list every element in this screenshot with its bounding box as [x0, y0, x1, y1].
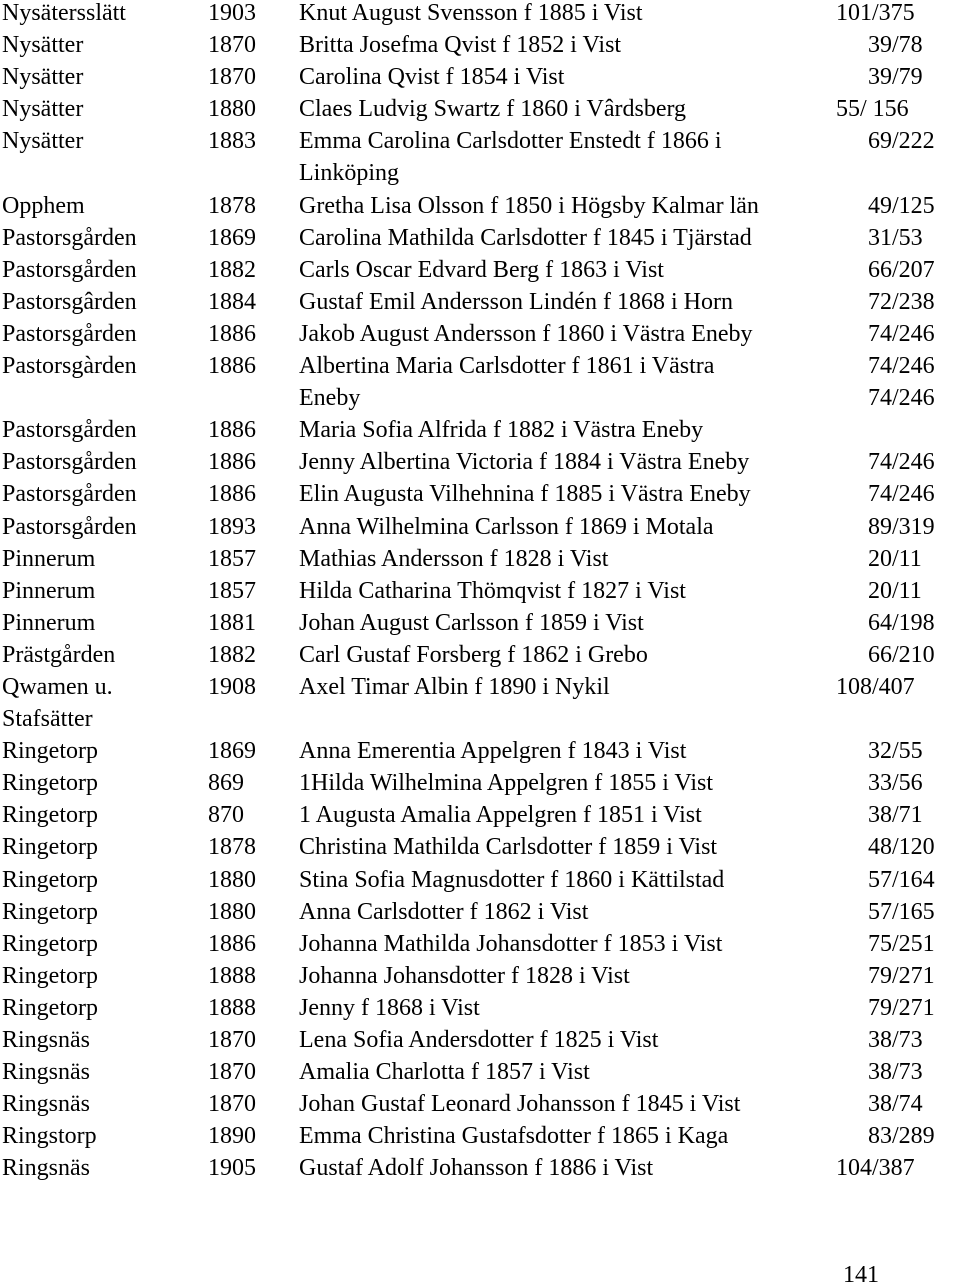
year-cell: 1886	[208, 320, 256, 347]
reference-cell: 38/73	[868, 1059, 923, 1086]
place-cell: Ringsnäs	[2, 1059, 91, 1086]
register-row	[0, 417, 960, 449]
reference-cell: 79/271	[868, 994, 935, 1021]
reference-cell: 108/407	[836, 673, 915, 700]
name-cell: 1Hilda Wilhelmina Appelgren f 1855 i Vist	[299, 770, 713, 797]
year-cell: 1882	[208, 641, 256, 668]
place-cell: Ringetorp	[2, 930, 98, 957]
register-row	[0, 642, 960, 674]
register-row	[0, 257, 960, 289]
place-cell: Pinnerum	[2, 609, 96, 636]
name-cell: Johan August Carlsson f 1859 i Vist	[299, 609, 644, 636]
reference-cell: 79/271	[868, 962, 935, 989]
register-row	[0, 867, 960, 899]
place-cell: Pastorsgården	[2, 481, 137, 508]
year-cell: 1878	[208, 834, 256, 861]
place-cell: Ringetorp	[2, 770, 98, 797]
reference-cell: 38/73	[868, 1027, 923, 1053]
register-row	[0, 385, 960, 417]
year-cell: 1869	[208, 224, 256, 251]
register-row	[0, 610, 960, 642]
register-row	[0, 738, 960, 770]
reference-cell: 66/207	[868, 256, 935, 283]
year-cell: 1870	[208, 32, 256, 59]
year-cell: 1870	[208, 1027, 256, 1053]
name-cell: Elin Augusta Vilhehnina f 1885 i Västra Eneby	[299, 481, 751, 508]
reference-cell: 64/198	[868, 609, 935, 636]
year-cell: 1886	[208, 417, 256, 444]
reference-cell: 75/251	[868, 930, 935, 957]
year-cell: 1886	[208, 481, 256, 508]
year-cell: 1886	[208, 930, 256, 957]
year-cell: 869	[208, 770, 244, 797]
year-cell: 1886	[208, 353, 256, 380]
place-cell: Pinnerum	[2, 545, 96, 572]
reference-cell: 66/210	[868, 641, 935, 668]
register-row	[0, 128, 960, 160]
name-cell: Axel Timar Albin f 1890 i Nykil	[299, 673, 610, 700]
place-cell: Nysätter	[2, 32, 84, 59]
year-cell: 1883	[208, 128, 256, 155]
name-cell: Stina Sofia Magnusdotter f 1860 i Kättilstad	[299, 866, 725, 893]
name-cell: Hilda Catharina Thömqvist f 1827 i Vist	[299, 577, 686, 604]
register-row	[0, 449, 960, 481]
reference-cell: 33/56	[868, 770, 923, 797]
name-cell: Mathias Andersson f 1828 i Vist	[299, 545, 609, 572]
year-cell: 1890	[208, 1123, 256, 1150]
place-cell: Pastorsgården	[2, 224, 137, 251]
register-row	[0, 899, 960, 931]
name-cell: Gustaf Emil Andersson Lindén f 1868 i Horn	[299, 288, 733, 315]
place-cell: Nysätersslätt	[2, 0, 126, 26]
name-cell: Anna Carlsdotter f 1862 i Vist	[299, 898, 589, 925]
reference-cell: 32/55	[868, 738, 923, 765]
reference-cell: 104/387	[836, 1155, 915, 1182]
place-cell: Pastorsgården	[2, 513, 137, 540]
reference-cell: 57/164	[868, 866, 935, 893]
name-cell: Maria Sofia Alfrida f 1882 i Västra Eneby	[299, 417, 704, 444]
place-cell: Ringetorp	[2, 802, 98, 829]
year-cell: 1888	[208, 994, 256, 1021]
name-cell: Amalia Charlotta f 1857 i Vist	[299, 1059, 590, 1086]
register-row	[0, 1155, 960, 1187]
name-cell: Jenny Albertina Victoria f 1884 i Västra Eneby	[299, 449, 750, 476]
year-cell: 1903	[208, 0, 256, 26]
year-cell: 1884	[208, 288, 256, 315]
year-cell: 1878	[208, 192, 256, 219]
name-cell: Britta Josefma Qvist f 1852 i Vist	[299, 32, 622, 59]
register-row	[0, 1123, 960, 1155]
register-row	[0, 225, 960, 257]
name-cell: Johanna Mathilda Johansdotter f 1853 i Vist	[299, 930, 723, 957]
register-row	[0, 64, 960, 96]
place-cell: Ringetorp	[2, 866, 98, 893]
reference-cell: 48/120	[868, 834, 935, 861]
year-cell: 1857	[208, 577, 256, 604]
name-cell: Carl Gustaf Forsberg f 1862 i Grebo	[299, 641, 648, 668]
reference-cell: 74/246	[868, 320, 935, 347]
name-cell: Carolina Mathilda Carlsdotter f 1845 i Tjärstad	[299, 224, 752, 251]
reference-cell: 101/375	[836, 0, 915, 26]
register-row	[0, 931, 960, 963]
place-cell: Ringetorp	[2, 834, 98, 861]
name-cell: Lena Sofia Andersdotter f 1825 i Vist	[299, 1027, 659, 1053]
register-row	[0, 193, 960, 225]
year-cell: 1882	[208, 256, 256, 283]
name-cell: Gustaf Adolf Johansson f 1886 i Vist	[299, 1155, 654, 1182]
place-cell: Prästgården	[2, 641, 116, 668]
name-cell: Johanna Johansdotter f 1828 i Vist	[299, 962, 630, 989]
name-cell: Linköping	[299, 160, 399, 187]
year-cell: 1908	[208, 673, 256, 700]
place-cell: Ringsnäs	[2, 1155, 91, 1182]
register-row	[0, 32, 960, 64]
register-row	[0, 514, 960, 546]
reference-cell: 55/ 156	[836, 96, 909, 123]
year-cell: 1905	[208, 1155, 256, 1182]
reference-cell: 69/222	[868, 128, 935, 155]
place-cell: Nysätter	[2, 128, 84, 155]
year-cell: 870	[208, 802, 244, 829]
reference-cell: 49/125	[868, 192, 935, 219]
name-cell: Jakob August Andersson f 1860 i Västra Eneby	[299, 320, 753, 347]
place-cell: Pastorsgârden	[2, 288, 137, 315]
reference-cell: 57/165	[868, 898, 935, 925]
register-row	[0, 353, 960, 385]
reference-cell: 72/238	[868, 288, 935, 315]
reference-cell: 20/11	[868, 545, 922, 572]
register-row	[0, 1091, 960, 1123]
place-cell: Ringetorp	[2, 962, 98, 989]
reference-cell: 31/53	[868, 224, 923, 251]
year-cell: 1857	[208, 545, 256, 572]
register-row	[0, 289, 960, 321]
register-row	[0, 706, 960, 738]
register-row	[0, 963, 960, 995]
reference-cell: 39/78	[868, 32, 923, 59]
register-row	[0, 546, 960, 578]
register-row	[0, 160, 960, 192]
year-cell: 1870	[208, 64, 256, 91]
place-cell: Pastorsgården	[2, 417, 137, 444]
place-cell: Pastorsgården	[2, 320, 137, 347]
place-cell: Pastorsgården	[2, 449, 137, 476]
place-cell: Nysätter	[2, 96, 84, 123]
year-cell: 1870	[208, 1091, 256, 1118]
year-cell: 1880	[208, 898, 256, 925]
year-cell: 1869	[208, 738, 256, 765]
register-row	[0, 770, 960, 802]
register-row	[0, 802, 960, 834]
place-cell: Ringetorp	[2, 994, 98, 1021]
register-row	[0, 481, 960, 513]
place-cell: Ringstorp	[2, 1123, 97, 1150]
register-row	[0, 578, 960, 610]
name-cell: Albertina Maria Carlsdotter f 1861 i Västra	[299, 353, 715, 380]
name-cell: Eneby	[299, 385, 361, 412]
register-row	[0, 1027, 960, 1059]
year-cell: 1886	[208, 449, 256, 476]
reference-cell: 38/74	[868, 1091, 923, 1118]
place-cell: Ringetorp	[2, 738, 98, 765]
place-cell: Stafsätter	[2, 706, 93, 733]
name-cell: Emma Christina Gustafsdotter f 1865 i Kaga	[299, 1123, 729, 1150]
register-row	[0, 995, 960, 1027]
name-cell: Gretha Lisa Olsson f 1850 i Högsby Kalmar län	[299, 192, 759, 219]
register-row	[0, 0, 960, 32]
year-cell: 1881	[208, 609, 256, 636]
name-cell: 1 Augusta Amalia Appelgren f 1851 i Vist	[299, 802, 702, 829]
reference-cell: 74/246	[868, 449, 935, 476]
reference-cell: 89/319	[868, 513, 935, 540]
year-cell: 1893	[208, 513, 256, 540]
register-row	[0, 1059, 960, 1091]
name-cell: Claes Ludvig Swartz f 1860 i Vârdsberg	[299, 96, 687, 123]
year-cell: 1888	[208, 962, 256, 989]
name-cell: Carolina Qvist f 1854 i Vist	[299, 64, 565, 91]
place-cell: Pinnerum	[2, 577, 96, 604]
reference-cell: 83/289	[868, 1123, 935, 1150]
name-cell: Jenny f 1868 i Vist	[299, 994, 480, 1021]
place-cell: Pastorsgàrden	[2, 353, 137, 380]
reference-cell: 74/246	[868, 385, 935, 412]
year-cell: 1880	[208, 96, 256, 123]
register-row	[0, 674, 960, 706]
register-row	[0, 96, 960, 128]
reference-cell: 39/79	[868, 64, 923, 91]
name-cell: Carls Oscar Edvard Berg f 1863 i Vist	[299, 256, 664, 283]
register-row	[0, 321, 960, 353]
name-cell: Emma Carolina Carlsdotter Enstedt f 1866 i	[299, 128, 722, 155]
place-cell: Ringetorp	[2, 898, 98, 925]
name-cell: Johan Gustaf Leonard Johansson f 1845 i Vist	[299, 1091, 741, 1118]
name-cell: Christina Mathilda Carlsdotter f 1859 i Vist	[299, 834, 718, 861]
year-cell: 1870	[208, 1059, 256, 1086]
reference-cell: 74/246	[868, 353, 935, 380]
page-number: 141	[843, 1262, 879, 1288]
place-cell: Nysätter	[2, 64, 84, 91]
year-cell: 1880	[208, 866, 256, 893]
reference-cell: 74/246	[868, 481, 935, 508]
reference-cell: 20/11	[868, 577, 922, 604]
place-cell: Pastorsgården	[2, 256, 137, 283]
register-row	[0, 834, 960, 866]
place-cell: Opphem	[2, 192, 85, 219]
name-cell: Knut August Svensson f 1885 i Vist	[299, 0, 643, 26]
name-cell: Anna Wilhelmina Carlsson f 1869 i Motala	[299, 513, 714, 540]
reference-cell: 38/71	[868, 802, 923, 829]
place-cell: Qwamen u.	[2, 673, 113, 700]
place-cell: Ringsnäs	[2, 1091, 91, 1118]
place-cell: Ringsnäs	[2, 1027, 91, 1053]
name-cell: Anna Emerentia Appelgren f 1843 i Vist	[299, 738, 687, 765]
